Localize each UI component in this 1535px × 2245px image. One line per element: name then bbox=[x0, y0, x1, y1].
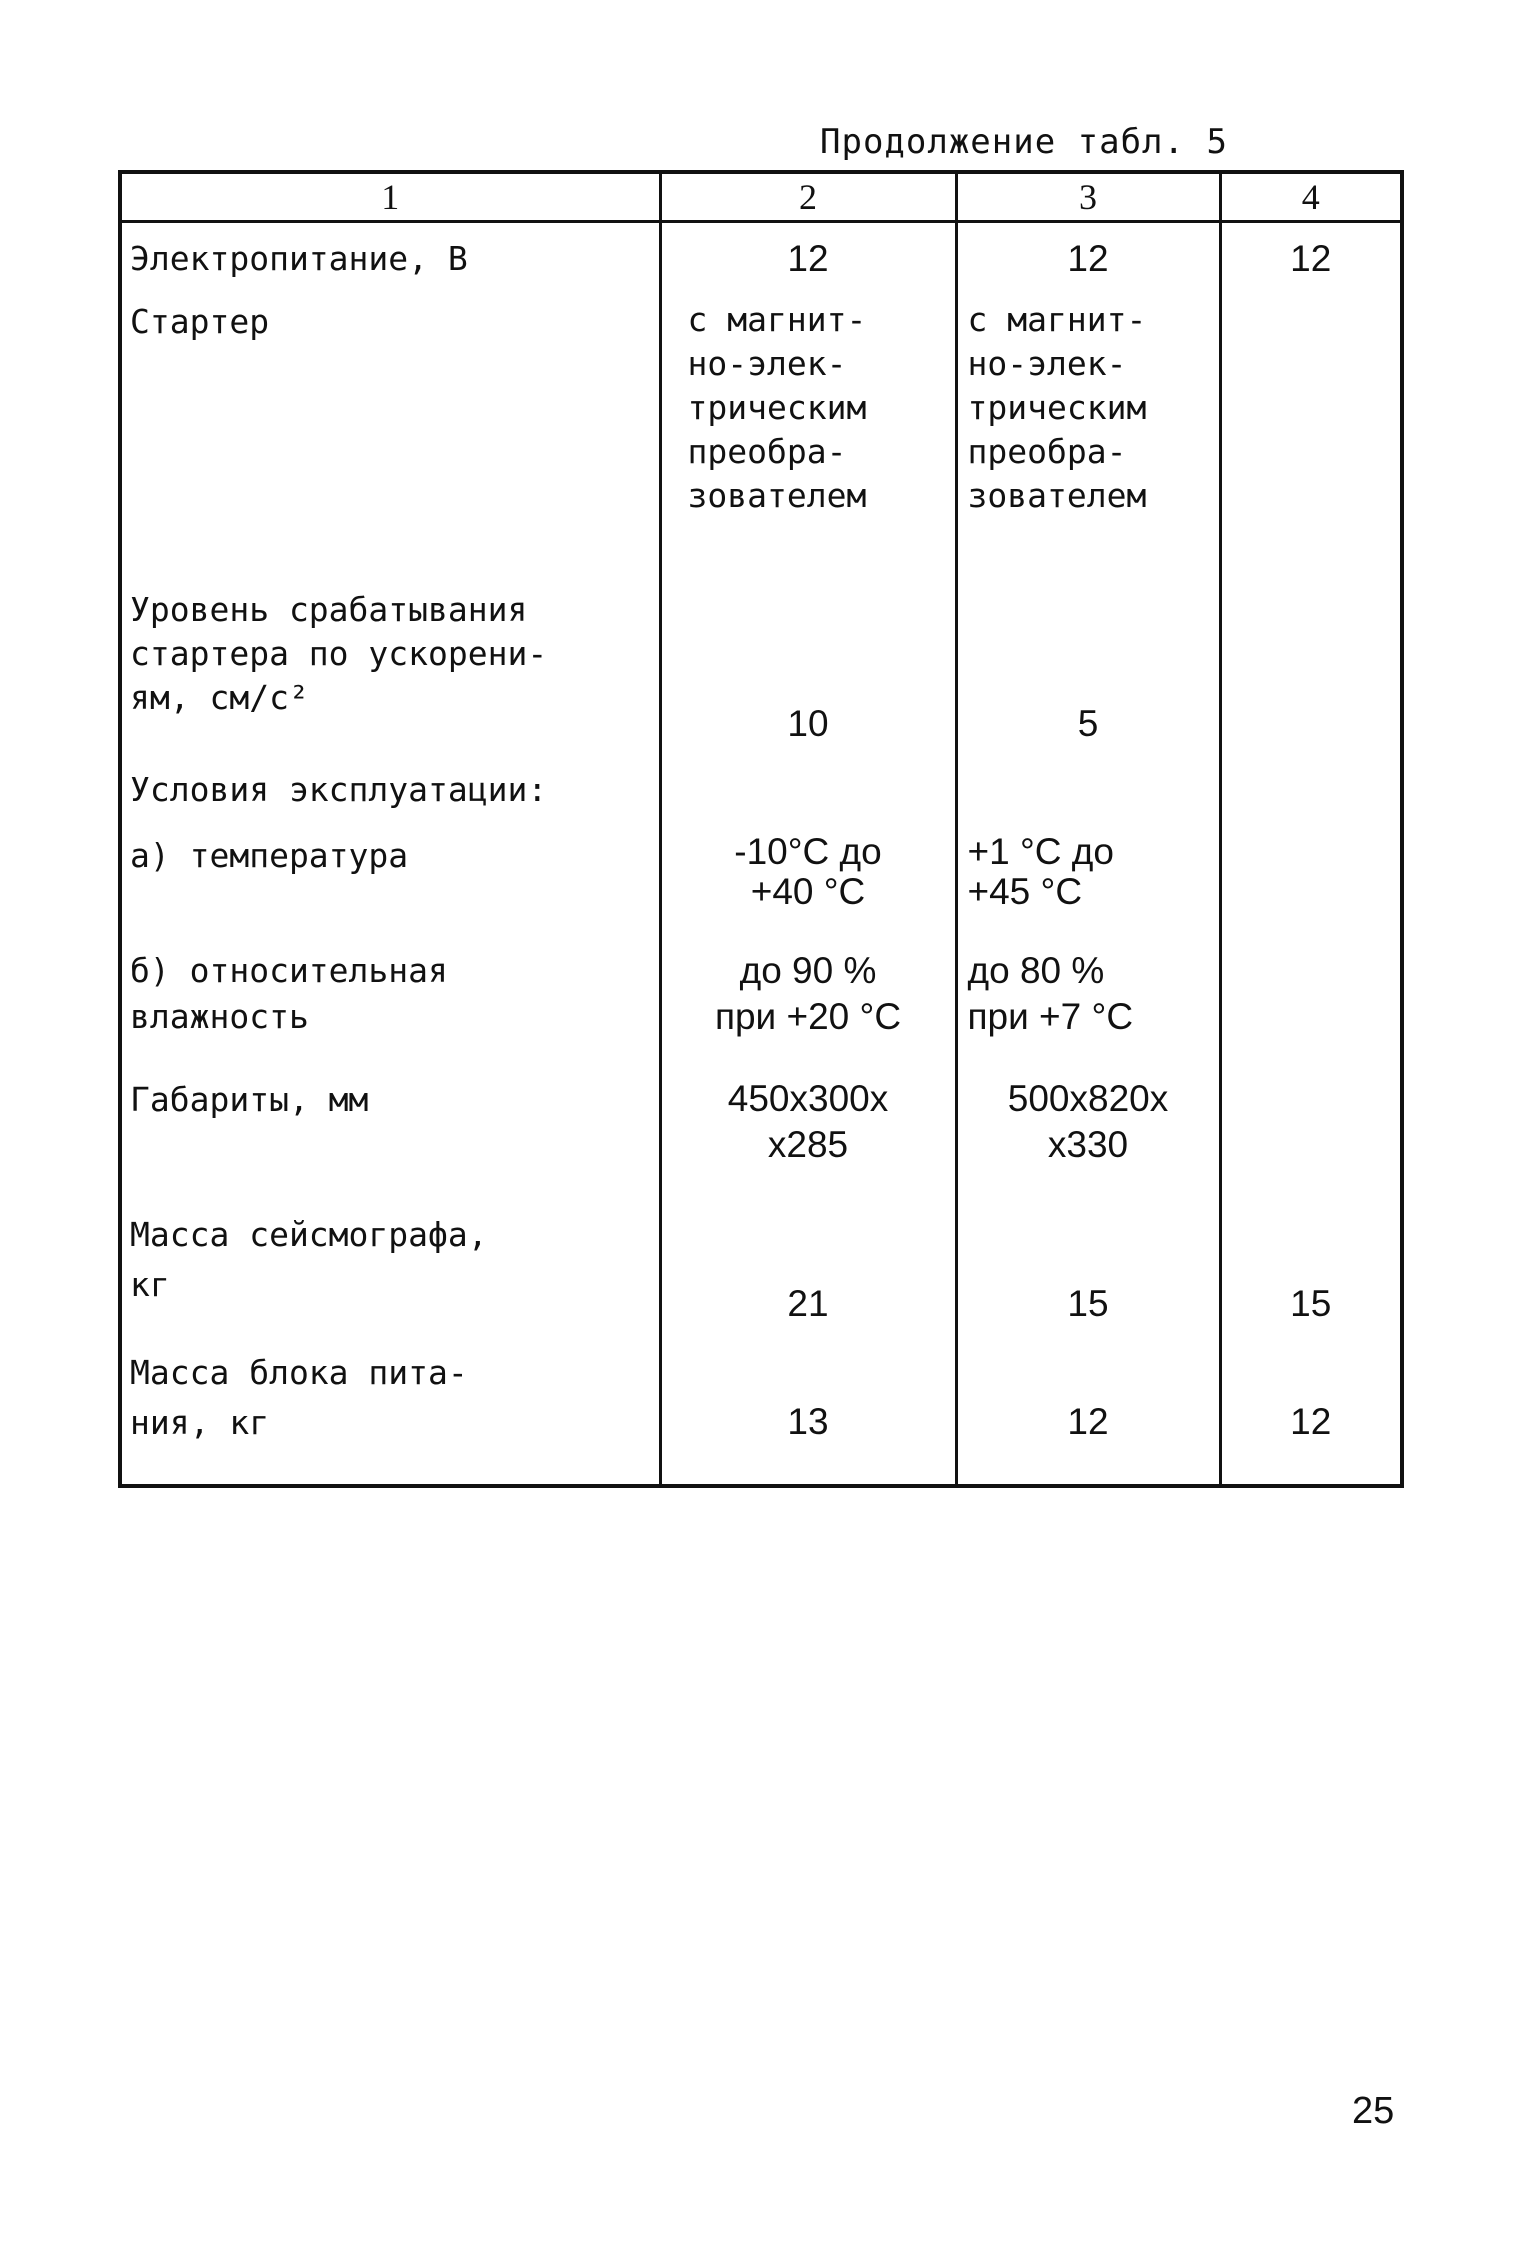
cell-col2: с магнит- но-элек- трическим преобра- зователем bbox=[660, 298, 956, 588]
row-label: Стартер bbox=[120, 298, 660, 588]
cell-col4 bbox=[1220, 758, 1402, 822]
cell-col2: 450x300x x285 bbox=[660, 1072, 956, 1202]
header-row bbox=[120, 172, 1402, 222]
cell-col3: 12 bbox=[956, 1342, 1220, 1486]
cell-col3: 12 bbox=[956, 222, 1220, 298]
table-caption: Продолжение табл. 5 bbox=[820, 122, 1228, 162]
table-row-temperature bbox=[120, 822, 1402, 942]
row-label: б) относительная влажность bbox=[120, 942, 660, 1072]
cell-col2: 12 bbox=[660, 222, 956, 298]
row-label: Электропитание, В bbox=[120, 222, 660, 298]
column-header-4: 4 bbox=[1220, 172, 1402, 222]
cell-col3: 500x820x x330 bbox=[956, 1072, 1220, 1202]
table-row-humidity bbox=[120, 942, 1402, 1072]
row-label: Уровень срабатывания стартера по ускорени- ям, см/с² bbox=[120, 588, 660, 758]
cell-col3: 5 bbox=[956, 588, 1220, 758]
cell-col4 bbox=[1220, 298, 1402, 588]
cell-col2: 10 bbox=[660, 588, 956, 758]
cell-col4 bbox=[1220, 1072, 1402, 1202]
cell-col4 bbox=[1220, 822, 1402, 942]
cell-col4 bbox=[1220, 942, 1402, 1072]
cell-col4: 15 bbox=[1220, 1202, 1402, 1342]
cell-col3: 15 bbox=[956, 1202, 1220, 1342]
cell-col4: 12 bbox=[1220, 1342, 1402, 1486]
row-label: Условия эксплуатации: bbox=[120, 758, 660, 822]
cell-col3: с магнит- но-элек- трическим преобра- зователем bbox=[956, 298, 1220, 588]
cell-col2 bbox=[660, 758, 956, 822]
specifications-table bbox=[118, 170, 1404, 1488]
cell-col2: до 90 % при +20 °С bbox=[660, 942, 956, 1072]
column-header-3: 3 bbox=[956, 172, 1220, 222]
column-header-2: 2 bbox=[660, 172, 956, 222]
page-number: 25 bbox=[1352, 2090, 1395, 2132]
row-label: а) температура bbox=[120, 822, 660, 942]
cell-col3 bbox=[956, 758, 1220, 822]
table-row-conditions bbox=[120, 758, 1402, 822]
cell-col3: +1 °С до +45 °С bbox=[956, 822, 1220, 942]
cell-col2: 13 bbox=[660, 1342, 956, 1486]
table-row-starter bbox=[120, 298, 1402, 588]
table-row-seismograph-mass bbox=[120, 1202, 1402, 1342]
table-row-dimensions bbox=[120, 1072, 1402, 1202]
table-row-power bbox=[120, 222, 1402, 298]
row-label: Габариты, мм bbox=[120, 1072, 660, 1202]
cell-col3: до 80 % при +7 °С bbox=[956, 942, 1220, 1072]
cell-col4 bbox=[1220, 588, 1402, 758]
cell-col2: 21 bbox=[660, 1202, 956, 1342]
row-label: Масса сейсмографа, кг bbox=[120, 1202, 660, 1342]
row-label: Масса блока пита- ния, кг bbox=[120, 1342, 660, 1486]
table-row-trigger-level bbox=[120, 588, 1402, 758]
column-header-1: 1 bbox=[120, 172, 660, 222]
table-row-power-unit-mass bbox=[120, 1342, 1402, 1486]
cell-col2: -10°С до +40 °С bbox=[660, 822, 956, 942]
cell-col4: 12 bbox=[1220, 222, 1402, 298]
